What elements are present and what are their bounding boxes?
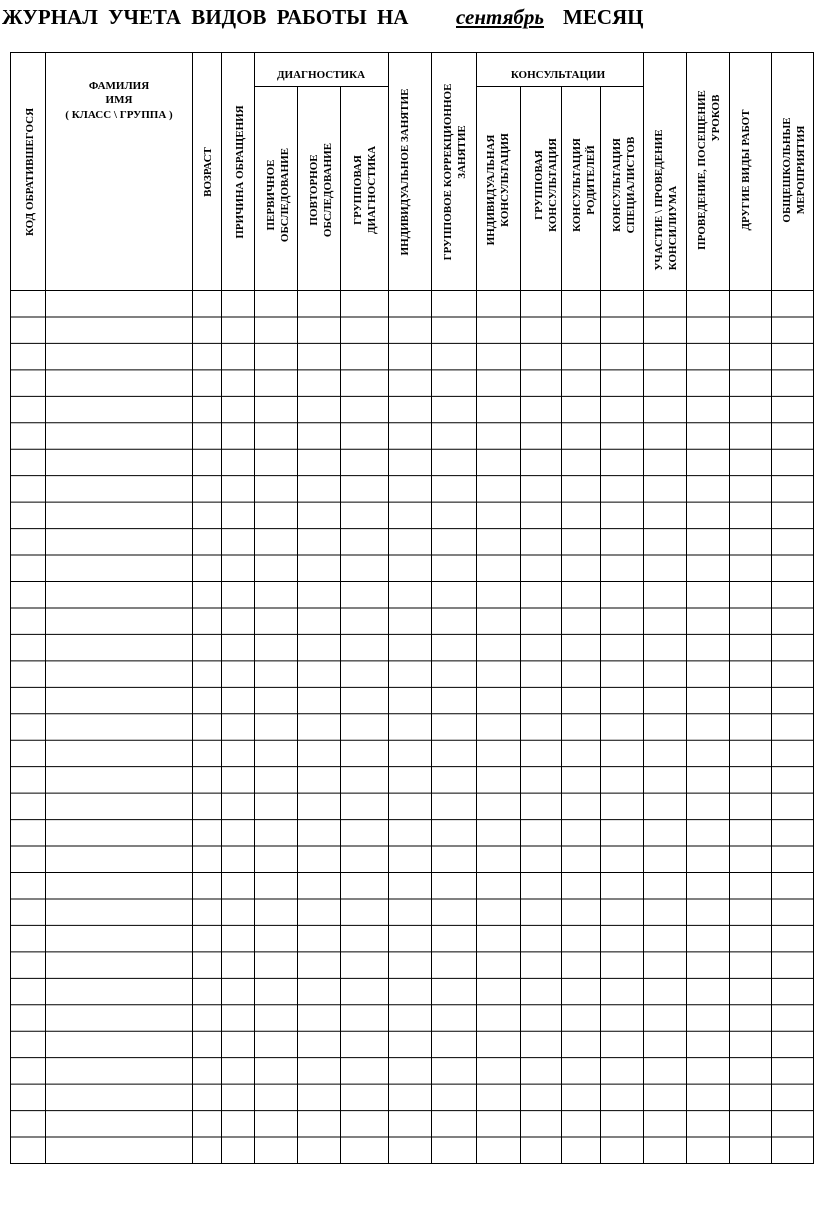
header-lessons-line1: ПРОВЕДЕНИЕ, ПОСЕЩЕНИЕ xyxy=(696,90,708,250)
table-row[interactable] xyxy=(11,608,814,634)
table-row[interactable] xyxy=(11,714,814,740)
table-row[interactable] xyxy=(11,502,814,528)
table-row[interactable] xyxy=(11,1058,814,1084)
table-row[interactable] xyxy=(11,1137,814,1163)
header-other-work: ДРУГИЕ ВИДЫ РАБОТ xyxy=(740,109,752,231)
table-row[interactable] xyxy=(11,661,814,687)
table-row[interactable] xyxy=(11,925,814,951)
header-cons-group-line1: ГРУППОВАЯ xyxy=(533,150,545,220)
table-row[interactable] xyxy=(11,1111,814,1137)
table-row[interactable] xyxy=(11,1084,814,1110)
header-cons-individual-line2: КОНСУЛЬТАЦИЯ xyxy=(499,133,511,227)
table-row[interactable] xyxy=(11,767,814,793)
header-cons-group-line2: КОНСУЛЬТАЦИЯ xyxy=(547,138,559,232)
table-row[interactable] xyxy=(11,634,814,660)
header-school-events-line2: МЕРОПРИЯТИЯ xyxy=(795,125,807,215)
header-school-events-line1: ОБЩЕШКОЛЬНЫЕ xyxy=(781,117,793,223)
header-cons-specialists-line1: КОНСУЛЬТАЦИЯ xyxy=(611,138,623,232)
header-age: ВОЗРАСТ xyxy=(202,147,214,197)
header-diag-primary-line2: ОБСЛЕДОВАНИЕ xyxy=(279,147,291,243)
table-row[interactable] xyxy=(11,343,814,369)
table-body xyxy=(11,291,814,1164)
table-row[interactable] xyxy=(11,449,814,475)
table-row[interactable] xyxy=(11,978,814,1004)
table-row[interactable] xyxy=(11,793,814,819)
table-row[interactable] xyxy=(11,1031,814,1057)
header-group-lesson-line1: ГРУППОВОЕ КОРРЕКЦИОННОЕ xyxy=(442,83,454,261)
header-name-line3: ( КЛАСС \ ГРУППА ) xyxy=(65,109,173,121)
table-row[interactable] xyxy=(11,687,814,713)
table-row[interactable] xyxy=(11,291,814,317)
header-consultations: КОНСУЛЬТАЦИИ xyxy=(510,69,606,81)
header-cons-parents-line1: КОНСУЛЬТАЦИЯ xyxy=(571,138,583,232)
table-row[interactable] xyxy=(11,423,814,449)
table-row[interactable] xyxy=(11,317,814,343)
header-group-lesson-line2: ЗАНЯТИЕ xyxy=(456,125,468,179)
header-cons-parents-line2: РОДИТЕЛЕЙ xyxy=(585,145,597,215)
table-header xyxy=(24,69,807,271)
header-diag-repeat-line1: ПОВТОРНОЕ xyxy=(308,154,320,226)
title-suffix: МЕСЯЦ xyxy=(563,5,644,29)
header-name-line1: ФАМИЛИЯ xyxy=(88,80,150,92)
header-diag-primary-line1: ПЕРВИЧНОЕ xyxy=(265,159,277,231)
header-reason: ПРИЧИНА ОБРАЩЕНИЯ xyxy=(234,105,246,239)
header-lessons-line2: УРОКОВ xyxy=(710,94,722,142)
table-row[interactable] xyxy=(11,1005,814,1031)
header-diag-group-line1: ГРУППОВАЯ xyxy=(352,155,364,225)
header-diag-repeat-line2: ОБСЛЕДОВАНИЕ xyxy=(322,142,334,238)
header-diagnostics: ДИАГНОСТИКА xyxy=(276,69,366,81)
table-row[interactable] xyxy=(11,476,814,502)
table-row[interactable] xyxy=(11,529,814,555)
table-row[interactable] xyxy=(11,582,814,608)
table-row[interactable] xyxy=(11,820,814,846)
table-row[interactable] xyxy=(11,899,814,925)
header-cons-specialists-line2: СПЕЦИАЛИСТОВ xyxy=(625,136,637,234)
table-row[interactable] xyxy=(11,396,814,422)
header-name-line2: ИМЯ xyxy=(105,94,133,106)
table-row[interactable] xyxy=(11,370,814,396)
table-row[interactable] xyxy=(11,952,814,978)
table-row[interactable] xyxy=(11,873,814,899)
header-council-line1: УЧАСТИЕ \ ПРОВЕДЕНИЕ xyxy=(653,129,665,271)
table-row[interactable] xyxy=(11,846,814,872)
title-month: сентябрь xyxy=(456,5,545,29)
header-council-line2: КОНСИЛИУМА xyxy=(667,185,679,271)
table-row[interactable] xyxy=(11,740,814,766)
title-prefix: ЖУРНАЛ УЧЕТА ВИДОВ РАБОТЫ НА xyxy=(2,5,409,29)
table-row[interactable] xyxy=(11,555,814,581)
header-diag-group-line2: ДИАГНОСТИКА xyxy=(366,145,378,235)
header-code: КОД ОБРАТИВШЕГОСЯ xyxy=(24,107,36,237)
header-individual-lesson: ИНДИВИДУАЛЬНОЕ ЗАНЯТИЕ xyxy=(399,88,411,256)
header-cons-individual-line1: ИНДИВИДУАЛЬНАЯ xyxy=(485,134,497,246)
